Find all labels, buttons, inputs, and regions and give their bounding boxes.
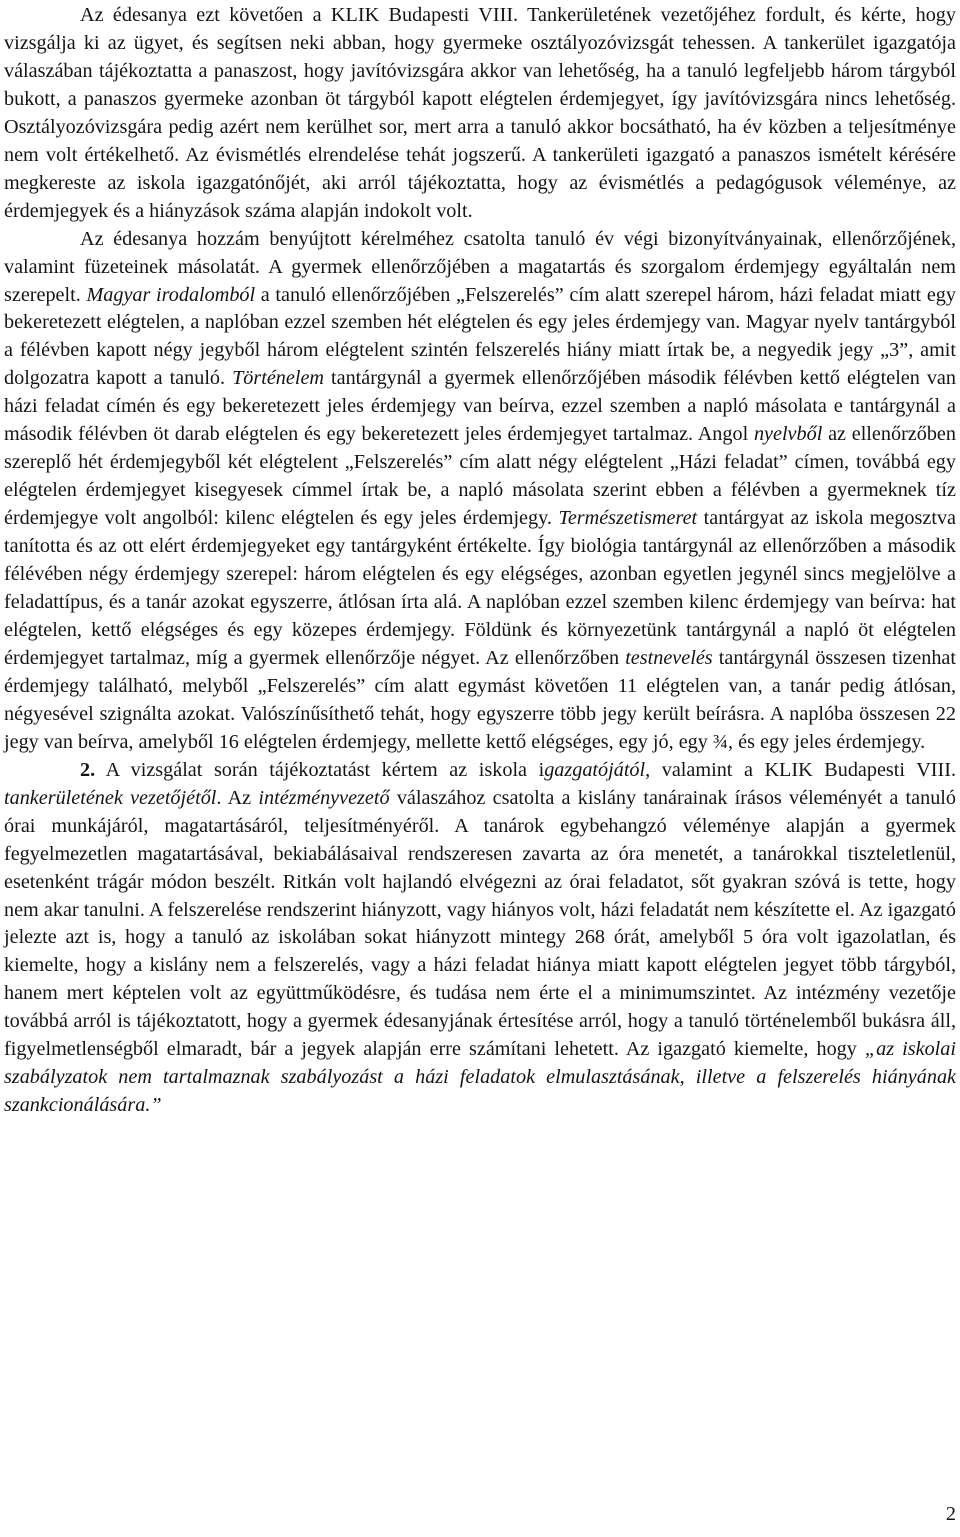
italic-text: Magyar irodalomból xyxy=(86,283,256,306)
paragraph xyxy=(4,226,956,757)
text-run: tantárgynál összesen tizenhat érdemjegy található, melyből „Felszerelés” cím alatt egymást követően 11 elégtelen van, a tanár pedig átlósan, négyesével szignálta azokat. Valószínűsíthető tehát, hogy egyszerre több jegy került beírásra. A naplóba összesen 22 jegy van beírva, amelyből 16 elégtelen érdemjegy, mellette kettő elégséges, egy jó, egy ¾, és egy jeles érdemjegy. xyxy=(4,646,956,753)
italic-text: Természetismeret xyxy=(558,507,698,530)
text-run: válaszához csatolta a kislány tanárainak írásos véleményét a tanuló órai munkájáról, magatartásáról, teljesítményéről. A tanárok egybehangzó véleménye alapján a gyermek fegyelmezetlen magatartásával, bekiabálásaival rendszeresen zavarta az óra menetét, a tanárokkal tiszteletlenül, esetenként trágár módon beszélt. Ritkán volt hajlandó elvégezni az órai feladatot, sőt gyakran szóvá is tette, hogy nem akar tanulni. A felszerelése rendszerint hiányzott, vagy hiányos volt, házi feladatát nem készítette el. Az igazgató jelezte azt is, hogy a tanuló az iskolában sokat hiányzott mintegy 268 órát, amelyből 5 óra volt igazolatlan, és kiemelte, hogy a kislány nem a felszerelés, vagy a házi feladat hiánya miatt kapott elégtelen jegyet több tárgyból, hanem mert képtelen volt az együttműködésre, és tudása nem érte el a minimumszintet. Az intézmény vezetője továbbá arról is tájékoztatott, hogy a gyermek édesanyjának értesítése arról, hogy a tanuló történelemből bukásra áll, figyelmetlenségből elmaradt, bár a jegyek alapján erre számítani lehetett. Az igazgató kiemelte, hogy xyxy=(4,786,956,1061)
bold-text: 2. xyxy=(80,758,96,781)
italic-text: testnevelés xyxy=(625,646,713,669)
text-run: , valamint a KLIK Budapesti VIII. xyxy=(645,758,956,781)
text-run: Az édesanya ezt követően a KLIK Budapesti VIII. Tankerületének vezetőjéhez fordult, és kérte, hogy vizsgálja ki az ügyet, és segítsen neki abban, hogy gyermeke osztályozóvizsgát tehessen. A tankerület igazgatója válaszában tájékoztatta a panaszost, hogy javítóvizsgára akkor van lehetőség, ha a tanuló legfeljebb három tárgyból bukott, a panaszos gyermeke azonban öt tárgyból kapott elégtelen érdemjegyet, így javítóvizsgára nincs lehetőség. Osztályozóvizsgára pedig azért nem kerülhet sor, mert arra a tanuló akkor bocsátható, ha év közben a teljesítménye nem volt értékelhető. Az évismétlés elrendelése tehát jogszerű. A tankerületi igazgató a panaszos ismételt kérésére megkereste az iskola igazgatónőjét, aki arról tájékoztatta, hogy az évismétlés a pedagógusok véleménye, az érdemjegyek és a hiányzások száma alapján indokolt volt. xyxy=(4,4,956,222)
text-run: A vizsgálat során tájékoztatást kértem az iskola i xyxy=(95,758,545,781)
paragraph xyxy=(4,757,956,1120)
text-run: tantárgyat az iskola megosztva tanította és az ott elért érdemjegyeket egy tantárgyként értékelte. Így biológia tantárgynál az ellenőrzőben a második félévében négy érdemjegy szerepel: három elégtelen és egy elégséges, azonban egyetlen jegynél sincs megjelölve a feladattípus, és a tanár azokat egyszerre, átlósan írta alá. A naplóban ezzel szemben kilenc érdemjegy van beírva: hat elégtelen, kettő elégséges és egy közepes érdemjegy. Földünk és környezetünk tantárgynál a napló öt elégtelen érdemjegyet tartalmaz, míg a gyermek ellenőrzője négyet. Az ellenőrzőben xyxy=(4,507,956,669)
italic-text: intézményvezető xyxy=(258,786,390,809)
italic-text: gazgatójától xyxy=(544,758,646,781)
text-run: Az édesanya hozzám benyújtott kérelméhez csatolta tanuló év végi bizonyítványainak, ellenőrzőjének, valamint füzeteinek másolatát. A gyermek ellenőrzőjében a magatartás és szorgalom érdemjegy egyáltalán nem szerepelt. xyxy=(4,227,956,306)
text-run: tantárgynál a gyermek ellenőrzőjében második félévben kettő elégtelen van házi feladat címén és egy bekeretezett jeles érdemjegy van beírva, ezzel szemben a napló másolata e tantárgynál a második félévben öt darab elégtelen és egy bekeretezett jeles érdemjegyet tartalmaz. Angol xyxy=(4,367,956,446)
paragraph xyxy=(4,2,956,226)
italic-text: nyelvből xyxy=(753,423,823,446)
italic-text: tankerületének vezetőjétől xyxy=(4,786,217,809)
text-run: . Az xyxy=(216,786,259,809)
document-body xyxy=(4,2,956,1120)
italic-text: Történelem xyxy=(232,367,325,390)
text-run: az ellenőrzőben szereplő hét érdemjegyből két elégtelent „Felszerelés” cím alatt négy elégtelent „Házi feladat” címen, továbbá egy elégtelen érdemjegyet kisegyesek címmel írtak be, a napló másolata szerint ebben a félévben a gyermeknek tíz érdemjegye volt angolból: kilenc elégtelen és egy jeles érdemjegy. xyxy=(4,423,956,530)
italic-text: „az iskolai szabályzatok nem tartalmaznak szabályozást a házi feladatok elmulasztásának, illetve a felszerelés hiányának szankcionálására.” xyxy=(4,1038,956,1117)
page-number: 2 xyxy=(945,1503,956,1525)
text-run: a tanuló ellenőrzőjében „Felszerelés” cím alatt szerepel három, házi feladat miatt egy bekeretezett elégtelen, a naplóban ezzel szemben hét elégtelen és egy jeles érdemjegy van. Magyar nyelv tantárgyból a félévben kapott négy jegyből három elégtelent szintén felszerelés hiány miatt írtak be, a negyedik jegy „3”, amit dolgozatra kapott a tanuló. xyxy=(4,283,956,390)
